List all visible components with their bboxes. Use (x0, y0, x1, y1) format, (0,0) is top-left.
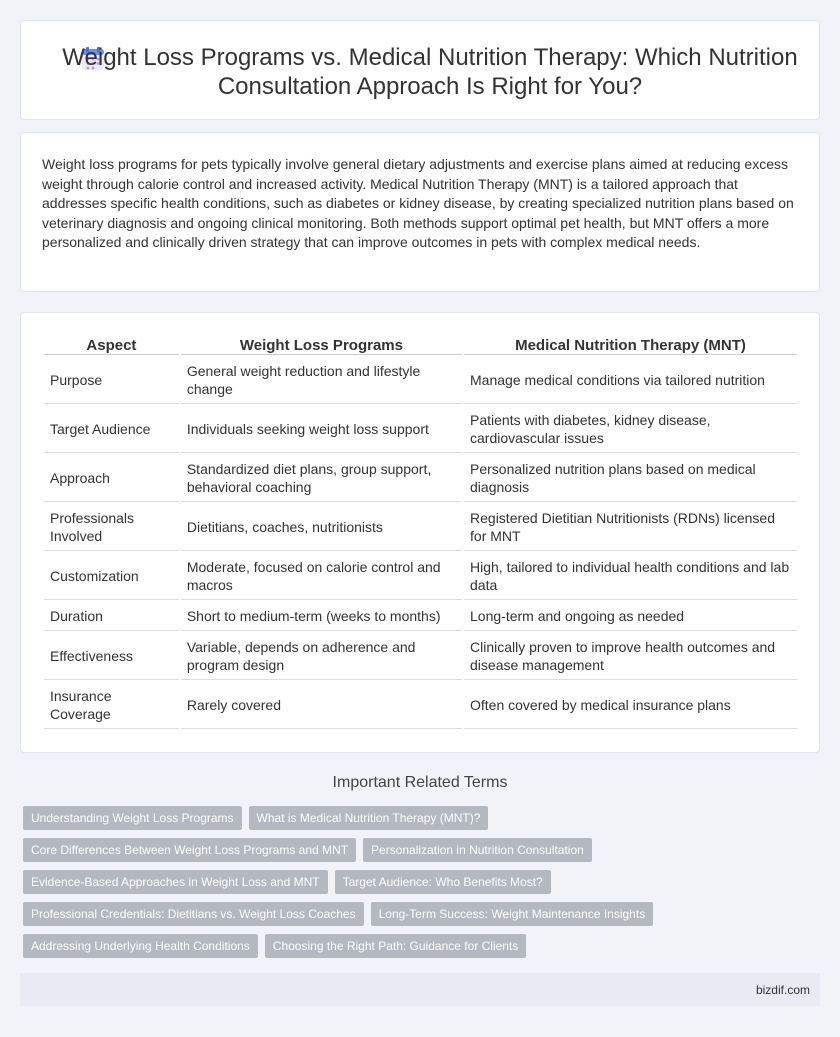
table-row (44, 682, 797, 729)
row-mnt: Manage medical conditions via tailored nutrition (464, 357, 797, 404)
row-weight-loss: Individuals seeking weight loss support (181, 406, 462, 453)
intro-card (20, 132, 820, 292)
table-row (44, 633, 797, 680)
row-weight-loss: Variable, depends on adherence and program design (181, 633, 462, 680)
related-terms-list (23, 806, 803, 966)
related-term-tag[interactable]: Core Differences Between Weight Loss Programs and MNT (23, 838, 356, 862)
related-term-tag[interactable]: Choosing the Right Path: Guidance for Clients (265, 934, 526, 958)
row-mnt: High, tailored to individual health conditions and lab data (464, 553, 797, 600)
row-aspect: Purpose (44, 357, 179, 404)
row-mnt: Patients with diabetes, kidney disease, cardiovascular issues (464, 406, 797, 453)
comparison-card (20, 312, 820, 753)
table-row (44, 357, 797, 404)
title-card (20, 20, 820, 120)
intro-paragraph: Weight loss programs for pets typically involve general dietary adjustments and exercise plans aimed at reducing excess weight through calorie control and increased activity. Medical Nutrition Therapy (MNT) is a tailored approach that addresses specific health conditions, such as diabetes or kidney disease, by creating specialized nutrition plans based on veterinary diagnosis and ongoing clinical monitoring. Both methods support optimal pet health, but MNT offers a more personalized and clinically driven strategy that can improve outcomes in pets with complex medical needs. (42, 156, 794, 250)
row-mnt: Personalized nutrition plans based on medical diagnosis (464, 455, 797, 502)
related-term-tag[interactable]: Addressing Underlying Health Conditions (23, 934, 258, 958)
related-term-tag[interactable]: What is Medical Nutrition Therapy (MNT)? (249, 806, 489, 830)
row-mnt: Registered Dietitian Nutritionists (RDNs) licensed for MNT (464, 504, 797, 551)
related-term-tag[interactable]: Target Audience: Who Benefits Most? (335, 870, 551, 894)
table-header-row (44, 333, 797, 355)
row-weight-loss: Dietitians, coaches, nutritionists (181, 504, 462, 551)
table-row (44, 553, 797, 600)
row-weight-loss: General weight reduction and lifestyle change (181, 357, 462, 404)
row-weight-loss: Rarely covered (181, 682, 462, 729)
row-aspect: Effectiveness (44, 633, 179, 680)
related-term-tag[interactable]: Personalization in Nutrition Consultation (363, 838, 592, 862)
page-title: Weight Loss Programs vs. Medical Nutrition Therapy: Which Nutrition Consultation Approach Is Right for You? (62, 44, 798, 100)
row-aspect: Customization (44, 553, 179, 600)
row-weight-loss: Short to medium-term (weeks to months) (181, 602, 462, 631)
header-aspect: Aspect (44, 333, 179, 355)
header-mnt: Medical Nutrition Therapy (MNT) (464, 333, 797, 355)
related-term-tag[interactable]: Understanding Weight Loss Programs (23, 806, 242, 830)
table-row (44, 504, 797, 551)
row-aspect: Approach (44, 455, 179, 502)
related-term-tag[interactable]: Long-Term Success: Weight Maintenance Insights (371, 902, 654, 926)
row-aspect: Duration (44, 602, 179, 631)
footer (20, 973, 820, 1006)
table-row (44, 455, 797, 502)
row-weight-loss: Standardized diet plans, group support, behavioral coaching (181, 455, 462, 502)
table-row (44, 406, 797, 453)
header-weight-loss: Weight Loss Programs (181, 333, 462, 355)
related-term-tag[interactable]: Professional Credentials: Dietitians vs. Weight Loss Coaches (23, 902, 364, 926)
row-weight-loss: Moderate, focused on calorie control and macros (181, 553, 462, 600)
related-term-tag[interactable]: Evidence-Based Approaches in Weight Loss and MNT (23, 870, 328, 894)
footer-site-link[interactable]: bizdif.com (755, 983, 810, 997)
row-mnt: Clinically proven to improve health outcomes and disease management (464, 633, 797, 680)
row-aspect: Target Audience (44, 406, 179, 453)
comparison-table (42, 331, 799, 731)
table-row (44, 602, 797, 631)
related-terms-title: Important Related Terms (332, 774, 508, 791)
row-mnt: Long-term and ongoing as needed (464, 602, 797, 631)
row-aspect: Professionals Involved (44, 504, 179, 551)
row-aspect: Insurance Coverage (44, 682, 179, 729)
row-mnt: Often covered by medical insurance plans (464, 682, 797, 729)
